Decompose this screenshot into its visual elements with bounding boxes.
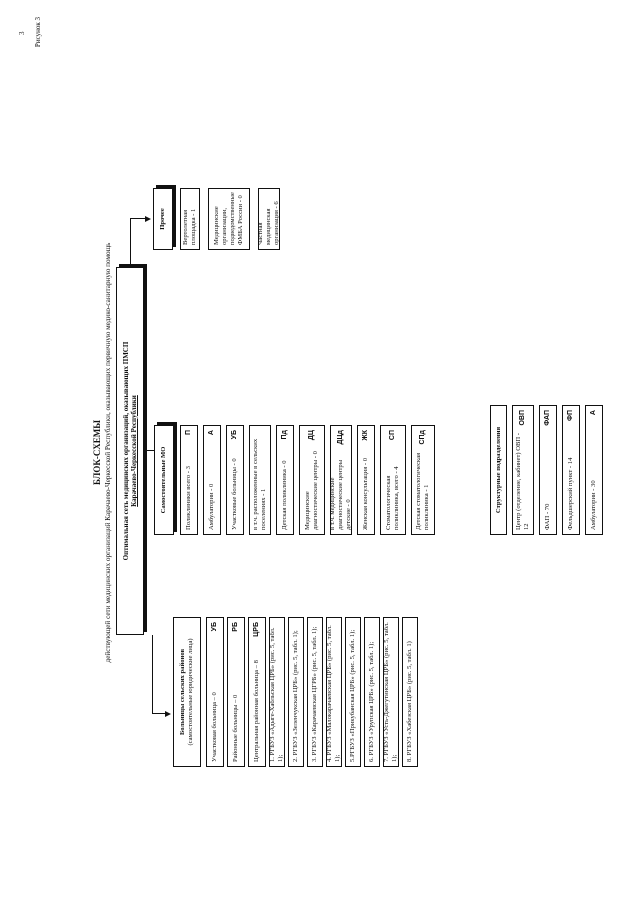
middle-header-text: Самостоятельные МО (160, 446, 167, 514)
item-text: Участковая больница – 0 (211, 692, 218, 762)
diagram-title: БЛОК-СХЕМЫ (92, 419, 102, 486)
right-item (258, 188, 280, 250)
middle-item (380, 425, 406, 535)
arrow-right (145, 216, 151, 222)
item-text: 3. РГБУЗ «Карачаевская ЦГРБ» (рис. 5, табл. 1); (311, 626, 318, 762)
item-abbreviation: ЦРБ (253, 622, 260, 637)
struct-item (562, 405, 580, 535)
item-abbreviation: СП (389, 430, 396, 441)
left-item (326, 617, 342, 767)
item-text: 1. РГБУЗ «Адыге-Хабльская ЦРБ» (рис. 5, табл. 1); (269, 627, 284, 762)
diagram-subtitle: действующей сети медицинских организаций Карачаево-Черкесской Республики, оказывающих первичную медико-санитарную помощь (104, 242, 112, 663)
item-abbreviation: УБ (211, 622, 218, 632)
item-abbreviation: А (208, 430, 215, 436)
item-abbreviation: А (590, 410, 597, 416)
middle-item (357, 425, 375, 535)
item-text: Детская поликлиника - 0 (281, 460, 288, 530)
left-header-line1: Больницы сельских районов (179, 648, 186, 736)
middle-item (411, 425, 435, 535)
left-item (345, 617, 361, 767)
arrow-left (165, 711, 171, 717)
item-text: 2. РГБУЗ «Зеленчукская ЦРБ» (рис. 5, табл. 1); (292, 630, 299, 762)
item-text: Детская стоматологическая поликлиника - 1 (415, 452, 430, 530)
item-abbreviation: СПд (419, 430, 426, 445)
middle-item (249, 425, 271, 535)
item-text: в т.ч. расположенные в сельских поселениях - 1 (252, 438, 267, 530)
item-text: Медицинские организации, подведомственные ФМБА России - 0 (213, 192, 244, 245)
item-abbreviation: ДЦд (337, 430, 344, 445)
struct-item (512, 405, 534, 535)
middle-item (180, 425, 198, 535)
item-abbreviation: ФП (567, 410, 574, 422)
right-item (208, 188, 250, 250)
item-text: Женская консультация - 0 (362, 457, 369, 530)
item-text: Районные больницы – 0 (232, 694, 239, 762)
item-text: Амбулатории - 0 (208, 483, 215, 530)
item-text: 7. РГБУЗ «Усть-Джегутинская ЦРБ» (рис. 5, табл. 1); (383, 622, 398, 762)
left-item (288, 617, 304, 767)
left-item (307, 617, 323, 767)
item-text: 5.РГБУЗ «Прикубанская ЦРБ» (рис. 5, табл. 1); (349, 629, 356, 762)
right-header-text: Прочее (159, 208, 166, 230)
item-text: Участковые больницы - 0 (231, 458, 238, 530)
left-header-line2: (самостоятельные юридические лица) (187, 638, 194, 746)
left-item (248, 617, 266, 767)
right-column-header (153, 188, 173, 250)
item-text: Вертолетная площадка - 1 (182, 208, 197, 245)
item-text: Поликлиники всего - 3 (185, 466, 192, 530)
left-item (269, 617, 285, 767)
item-text: Центральная районная больница – 8 (253, 660, 260, 762)
item-text: 6. РГБУЗ «Урупская ЦРБ» (рис. 5, табл. 1); (368, 641, 375, 762)
structural-header (490, 405, 507, 535)
top-network-box (116, 267, 144, 635)
top-box-line1: Оптимальная сеть медицинских организаций, оказывающих ПМСП (122, 341, 130, 561)
item-text: Стоматологическая поликлиника, всего - 4 (385, 466, 400, 530)
structural-header-text: Структурные подразделения (494, 426, 502, 514)
top-box-line2: Карачаево-Черкесской Республики (130, 395, 138, 507)
struct-item (585, 405, 603, 535)
middle-item (299, 425, 325, 535)
item-text: Амбулатории - 30 (590, 480, 597, 530)
right-item (180, 188, 200, 250)
item-text: 4. РГБУЗ «Малокарачаевская ЦРБ» (рис. 5, табл. 1); (326, 625, 341, 762)
item-abbreviation: РБ (232, 622, 239, 632)
left-item (383, 617, 399, 767)
item-text: ФАП - 70 (544, 503, 551, 530)
item-text: Медицинские диагностические центры - 0 (304, 451, 319, 530)
item-abbreviation: П (185, 430, 192, 436)
left-column-header (173, 617, 201, 767)
item-abbreviation: Пд (281, 430, 288, 440)
middle-column-header (154, 425, 174, 535)
struct-item (539, 405, 557, 535)
item-text: в т.ч. медицинские диагностические центры детские - 0 (329, 459, 352, 530)
left-item (364, 617, 380, 767)
connector-right-down (130, 218, 145, 219)
item-abbreviation: ФАП (544, 410, 551, 426)
left-item (206, 617, 224, 767)
item-abbreviation: УБ (231, 430, 238, 440)
item-text: Частная медицинская организация - 6 (257, 201, 280, 245)
connector-left-join (152, 635, 153, 714)
left-item (402, 617, 418, 767)
figure-label: Рисунок 3 (34, 17, 42, 48)
page-number: 3 (18, 31, 26, 35)
item-text: 8. РГБУЗ «Хабезская ЦРБ» (рис. 5, табл. 1) (406, 641, 413, 762)
middle-item (203, 425, 221, 535)
connector-left-down (152, 713, 165, 714)
connector-right-join (130, 219, 131, 267)
item-text: Центр (отделение, кабинет) ОВП - 12 (515, 433, 530, 530)
middle-item (330, 425, 352, 535)
left-item (227, 617, 245, 767)
item-abbreviation: ДЦ (308, 430, 315, 441)
item-text: Фельдшерский пункт - 14 (567, 457, 574, 530)
middle-item (226, 425, 244, 535)
middle-item (276, 425, 294, 535)
item-abbreviation: ОВП (519, 410, 526, 426)
item-abbreviation: ЖК (362, 430, 369, 441)
